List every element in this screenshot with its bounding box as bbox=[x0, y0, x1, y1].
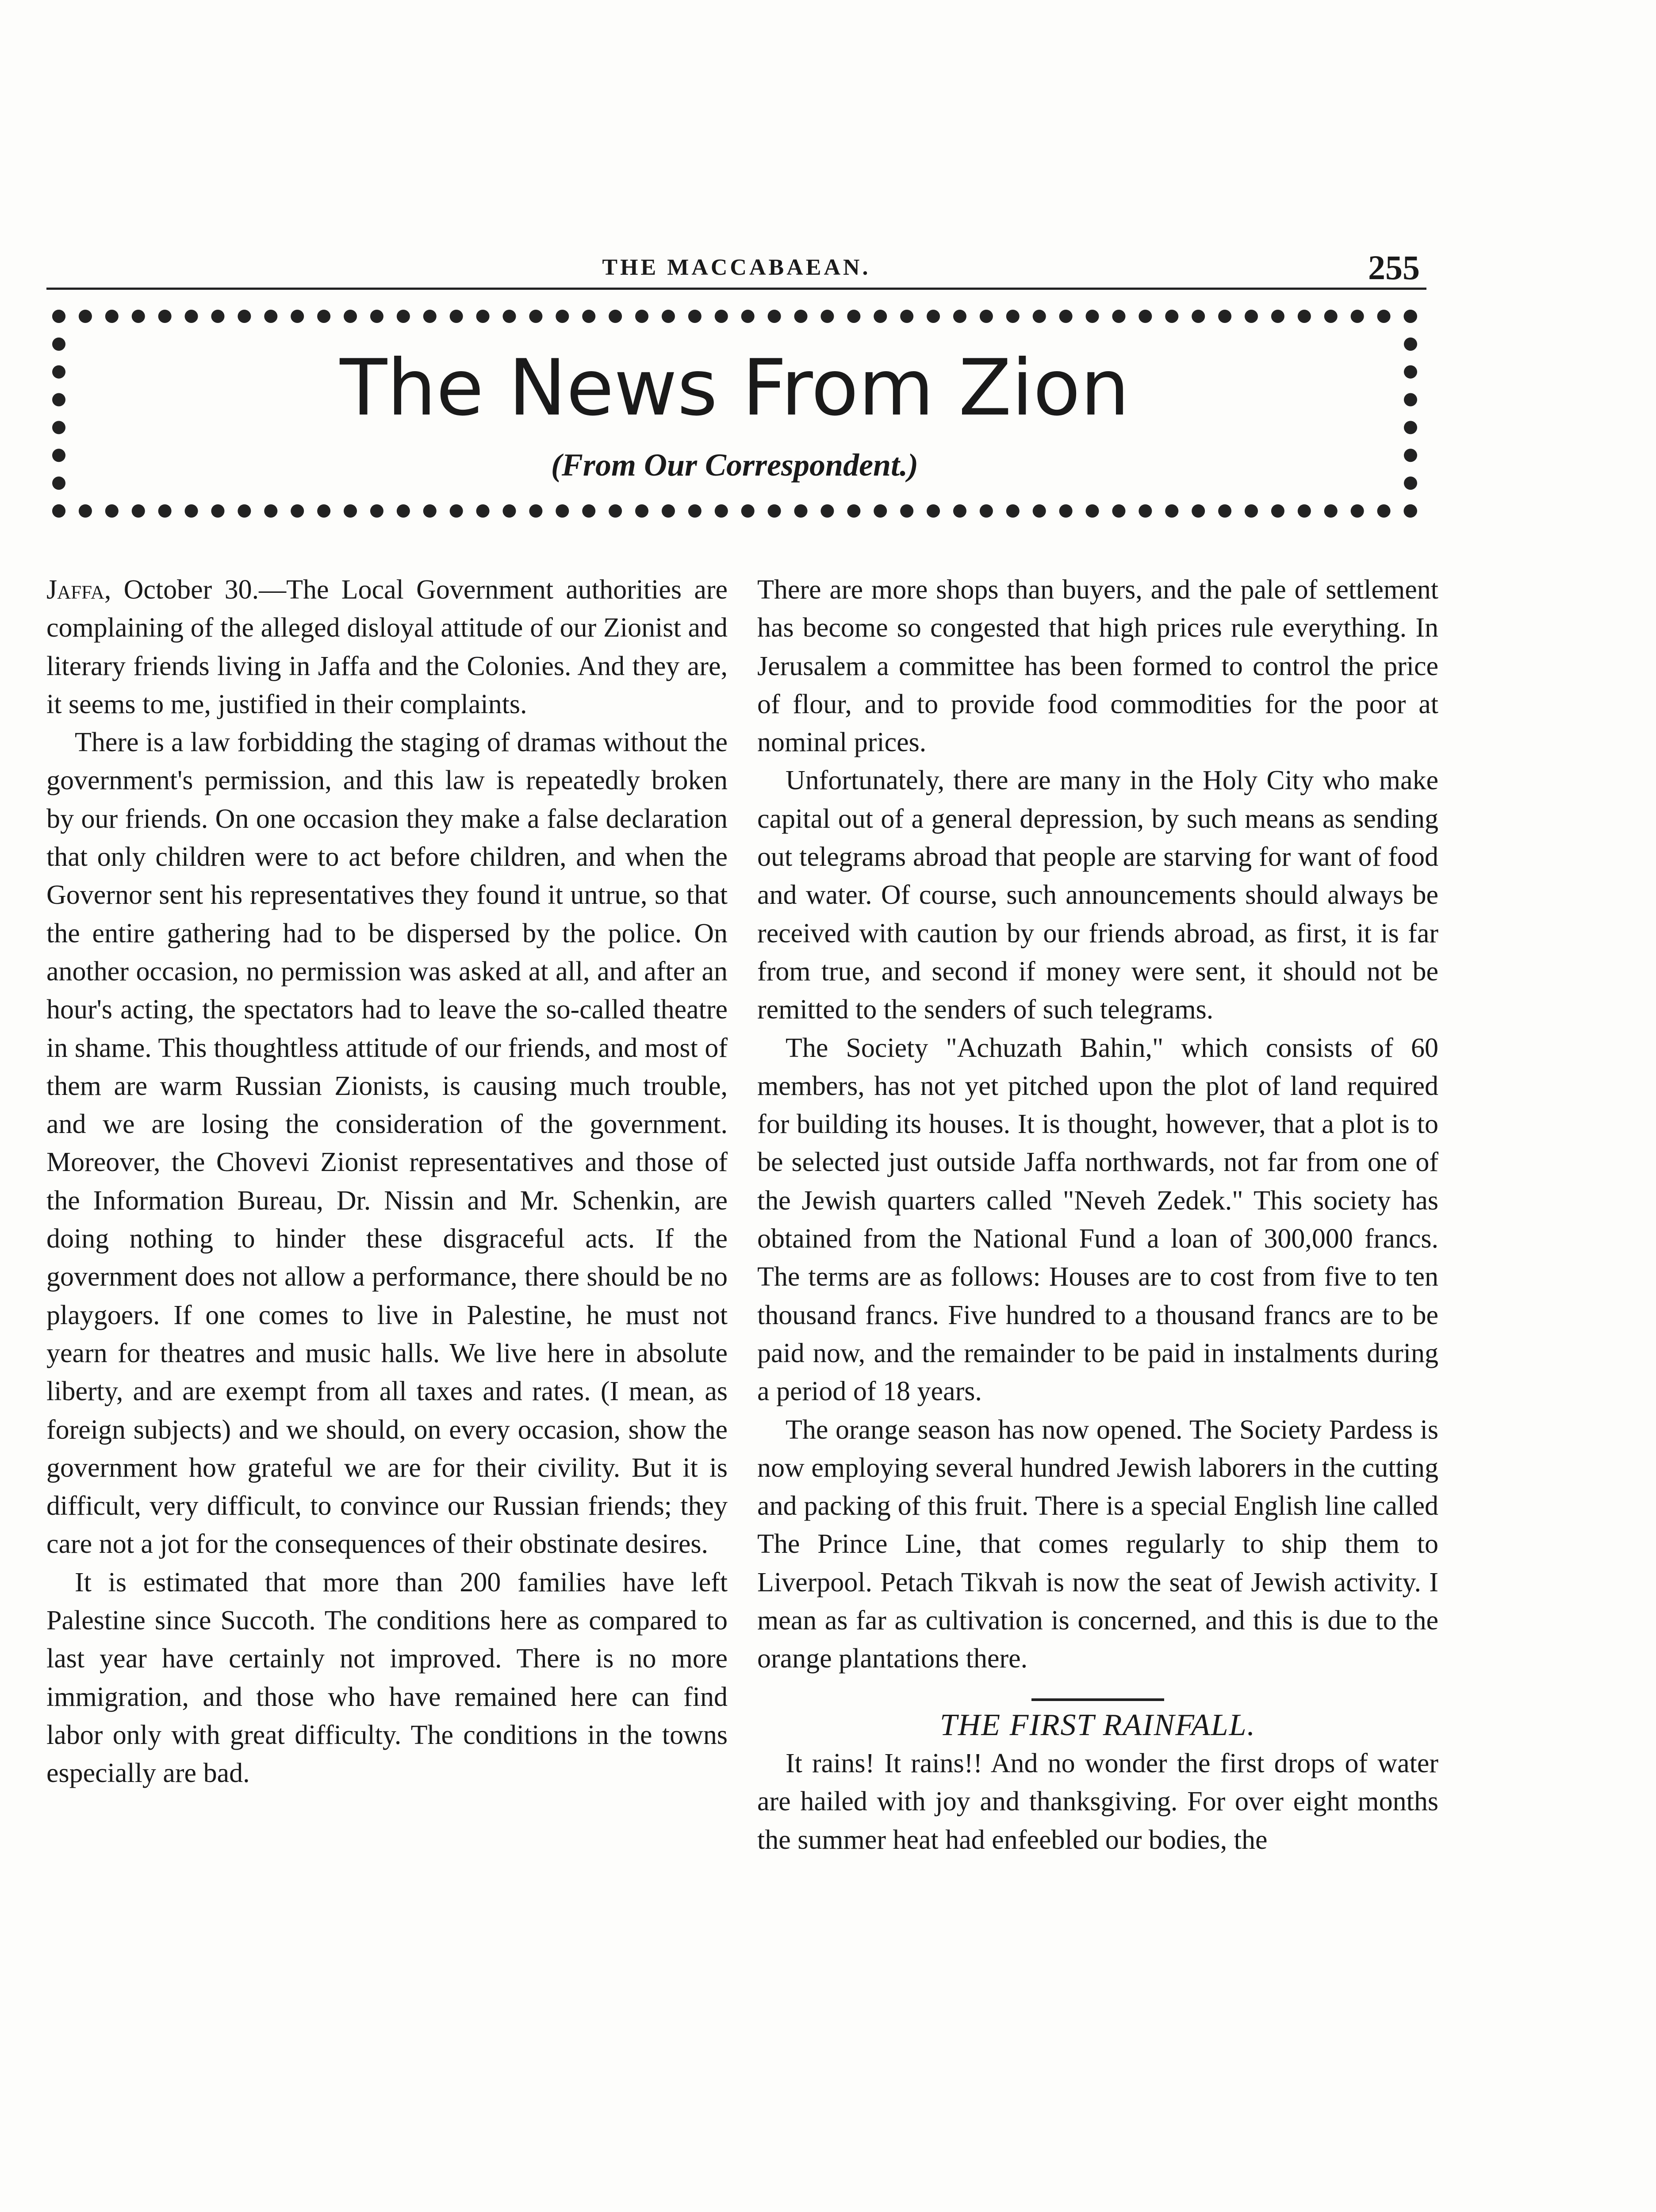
paragraph-4: Unfortunately, there are many in the Holy City who make capital out of a general depression, by such means as sending out telegrams abroad that people are starving for want of food and water. Of course, such announcements should always be received with caution by our friends abroad, as first, it is far from true, and second if money were sent, it should not be remitted to the senders of such telegrams. bbox=[757, 765, 1438, 1025]
left-column bbox=[46, 571, 728, 1793]
section-heading: THE FIRST RAINFALL. bbox=[939, 1708, 1256, 1742]
paragraph-3: It is estimated that more than 200 families have left Palestine since Succoth. The conditions here as compared to last year have certainly not improved. There is no more immigration, and those who have remained here can find labor only with great difficulty. The conditions in the towns especially are bad. bbox=[46, 1567, 728, 1789]
article-subtitle: (From Our Correspondent.) bbox=[551, 447, 919, 483]
running-head bbox=[46, 248, 1426, 290]
paragraph-7: It rains! It rains!! And no wonder the first drops of water are hailed with joy and thanksgiving. For over eight months the summer heat had enfeebled our bodies, the bbox=[757, 1748, 1438, 1855]
page-number: 255 bbox=[1368, 248, 1420, 287]
right-column bbox=[757, 571, 1438, 1859]
dateline: Jaffa bbox=[46, 575, 104, 605]
paragraph-5: The Society "Achuzath Bahin," which consists of 60 members, has not yet pitched upon the plot of land required for building its houses. It is thought, however, that a plot is to be selected just outside Jaffa northwards, not far from one of the Jewish quarters called "Neveh Zedek." This society has obtained from the National Fund a loan of 300,000 francs. The terms are as follows: Houses are to cost from five to ten thousand francs. Five hundred to a thousand francs are to be paid now, and the remainder to be paid in instalments during a period of 18 years. bbox=[757, 1033, 1438, 1407]
paragraph-1 bbox=[46, 571, 728, 723]
article-banner bbox=[52, 310, 1417, 518]
paragraph-3-continued: There are more shops than buyers, and the pale of settlement has become so congested that high prices rule everything. In Jerusalem a committee has been formed to control the price of flour, and to provide food commodities for the poor at nominal prices. bbox=[757, 575, 1438, 758]
paragraph-2: There is a law forbidding the staging of dramas without the government's permission, and this law is repeatedly broken by our friends. On one occasion they make a false declaration that only children were to act before children, and when the Governor sent his representatives they found it untrue, so that the entire gathering had to be dispersed by the police. On another occasion, no permission was asked at all, and after an hour's acting, the spectators had to leave the so-called theatre in shame. This thoughtless attitude of our friends, and most of them are warm Russian Zionists, is causing much trouble, and we are losing the consideration of the government. Moreover, the Chovevi Zionist representatives and those of the Information Bureau, Dr. Nissin and Mr. Schenkin, are doing nothing to hinder these disgraceful acts. If the government does not allow a performance, there should be no playgoers. If one comes to live in Palestine, he must not yearn for theatres and music halls. We live here in absolute liberty, and are exempt from all taxes and rates. (I mean, as foreign subjects) and we should, on every occasion, show the government how grateful we are for their civility. But it is difficult, very difficult, to convince our Russian friends; they care not a jot for the consequences of their obstinate desires. bbox=[46, 727, 728, 1559]
paragraph-1-text: , October 30.—The Local Government authorities are complaining of the alleged disloyal attitude of our Zionist and literary friends living in Jaffa and the Colonies. And they are, it seems to me, justified in their complaints. bbox=[46, 575, 728, 719]
section-divider bbox=[1031, 1698, 1164, 1701]
paragraph-6: The orange season has now opened. The Society Pardess is now employing several hundred Jewish laborers in the cutting and packing of this fruit. There is a special English line called The Prince Line, that comes regularly to ship them to Liverpool. Petach Tikvah is now the seat of Jewish activity. I mean as far as cultivation is concerned, and this is due to the orange plantations there. bbox=[757, 1414, 1438, 1674]
running-title: THE MACCABAEAN. bbox=[602, 255, 871, 280]
article-title: The News From Zion bbox=[340, 343, 1130, 433]
